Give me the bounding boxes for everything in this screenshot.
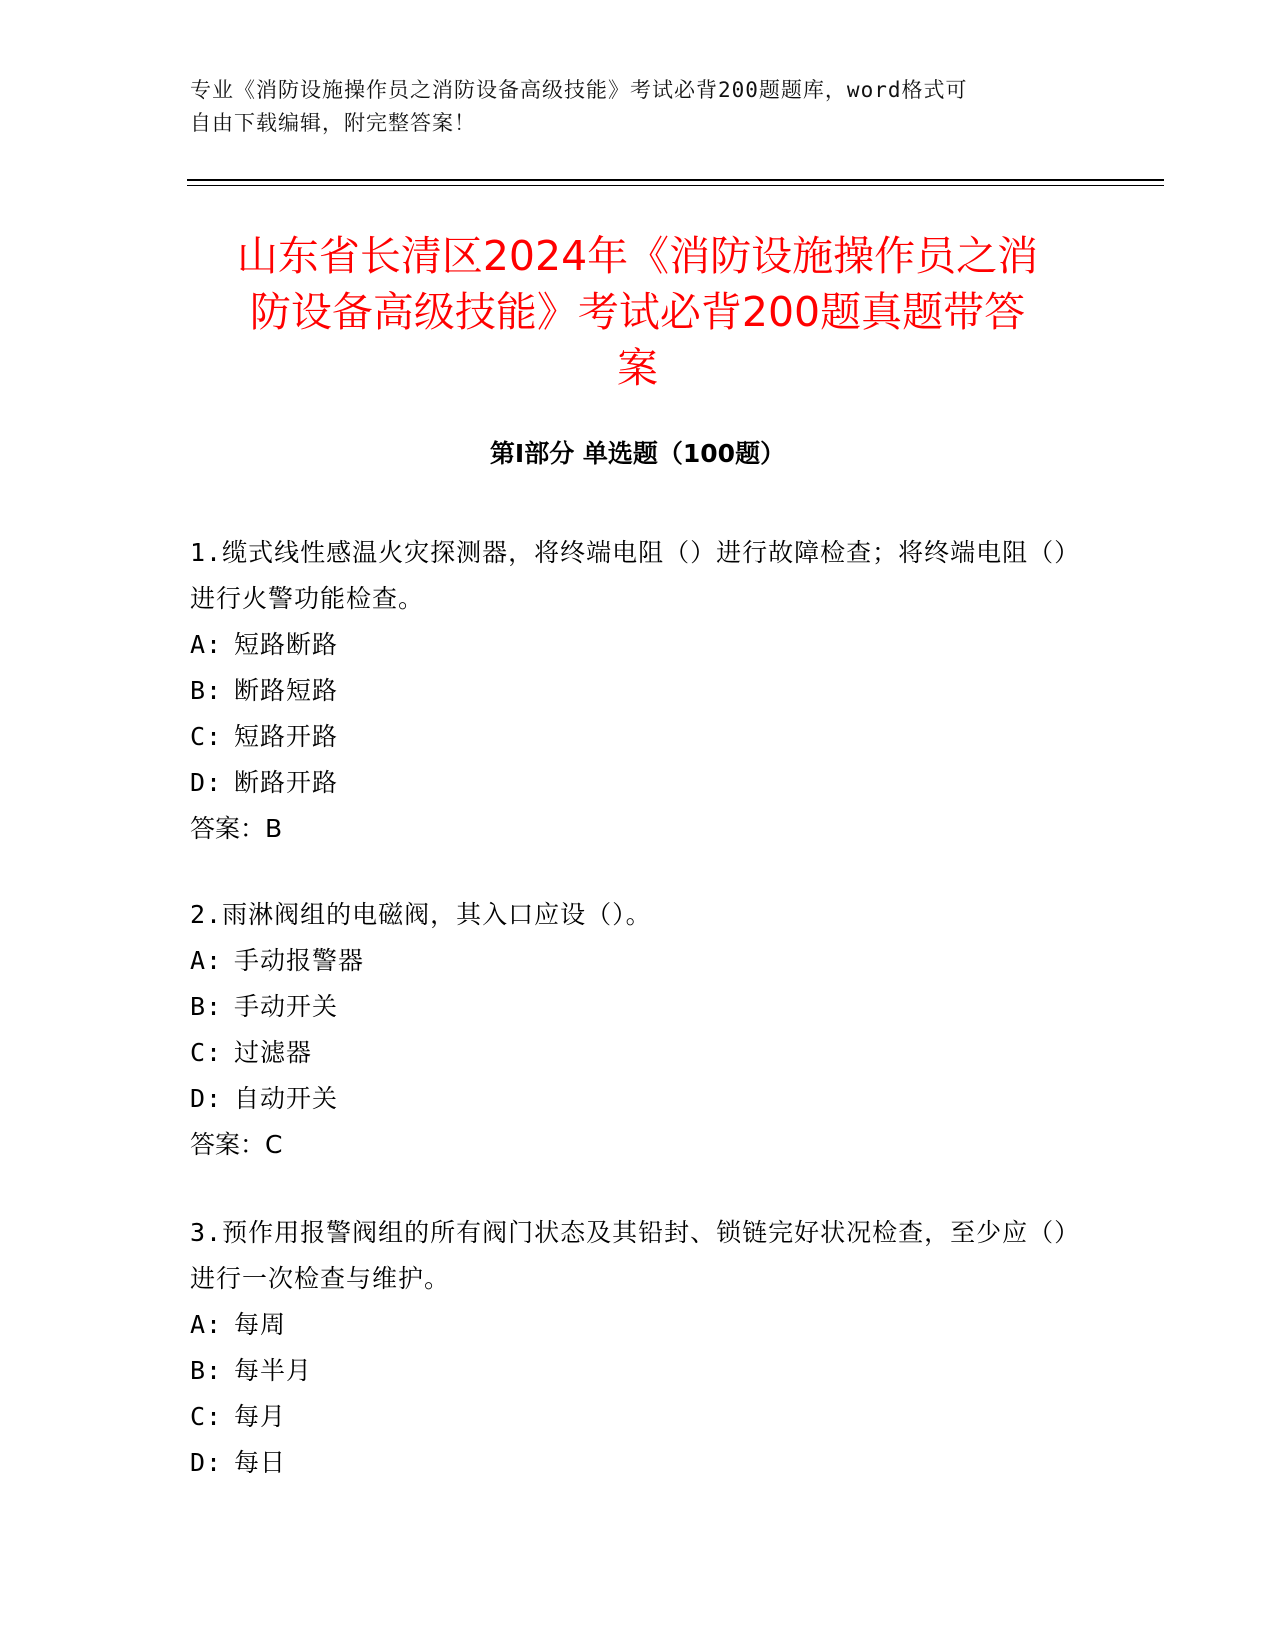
header-note: [190, 74, 1090, 140]
option-text: 每日: [234, 1448, 287, 1477]
answer-line: 答案：B: [190, 814, 283, 843]
question-1: [190, 530, 1090, 852]
option-text: 手动开关: [234, 992, 339, 1021]
section-heading: 第Ⅰ部分 单选题（100题）: [489, 439, 786, 468]
question-text: 1.缆式线性感温火灾探测器，将终端电阻（）进行故障检查；将终端电阻（）进行火警功能检查。: [190, 538, 1081, 613]
question-text: 2.雨淋阀组的电磁阀，其入口应设（）。: [190, 900, 652, 929]
option-text: 手动报警器: [234, 946, 365, 975]
option-a: [190, 938, 1090, 984]
option-key: D:: [190, 1448, 223, 1477]
question-3: [190, 1210, 1090, 1486]
header-note-line-1: 专业《消防设施操作员之消防设备高级技能》考试必背200题题库，word格式可: [190, 78, 968, 102]
option-c: [190, 714, 1090, 760]
option-key: B:: [190, 676, 223, 705]
option-text: 短路断路: [234, 630, 339, 659]
option-key: D:: [190, 1084, 223, 1113]
option-d: [190, 760, 1090, 806]
document-title-line-3: 案: [617, 344, 658, 392]
option-key: B:: [190, 1356, 223, 1385]
option-key: A:: [190, 946, 223, 975]
option-a: [190, 622, 1090, 668]
option-d: [190, 1076, 1090, 1122]
question-2: [190, 892, 1090, 1168]
option-d: [190, 1440, 1090, 1486]
document-title-line-2: 防设备高级技能》考试必背200题真题带答: [249, 288, 1026, 336]
option-c: [190, 1030, 1090, 1076]
document-title-line-1: 山东省长清区2024年《消防设施操作员之消: [236, 232, 1039, 280]
option-text: 断路开路: [234, 768, 339, 797]
option-b: [190, 1348, 1090, 1394]
option-key: A:: [190, 1310, 223, 1339]
option-b: [190, 984, 1090, 1030]
option-text: 每月: [234, 1402, 287, 1431]
option-text: 过滤器: [234, 1038, 313, 1067]
option-a: [190, 1302, 1090, 1348]
header-divider-thin: [187, 185, 1164, 186]
document-title: [175, 228, 1100, 396]
option-b: [190, 668, 1090, 714]
option-key: B:: [190, 992, 223, 1021]
option-text: 每周: [234, 1310, 287, 1339]
option-key: D:: [190, 768, 223, 797]
option-key: C:: [190, 1402, 223, 1431]
option-text: 自动开关: [234, 1084, 339, 1113]
option-key: A:: [190, 630, 223, 659]
option-text: 短路开路: [234, 722, 339, 751]
option-text: 每半月: [234, 1356, 313, 1385]
option-key: C:: [190, 722, 223, 751]
question-text: 3.预作用报警阀组的所有阀门状态及其铅封、锁链完好状况检查，至少应（）进行一次检查与维护。: [190, 1218, 1081, 1293]
option-text: 断路短路: [234, 676, 339, 705]
option-key: C:: [190, 1038, 223, 1067]
header-divider-thick: [187, 179, 1164, 181]
option-c: [190, 1394, 1090, 1440]
answer-line: 答案：C: [190, 1130, 283, 1159]
header-note-line-2: 自由下载编辑，附完整答案！: [190, 111, 476, 135]
